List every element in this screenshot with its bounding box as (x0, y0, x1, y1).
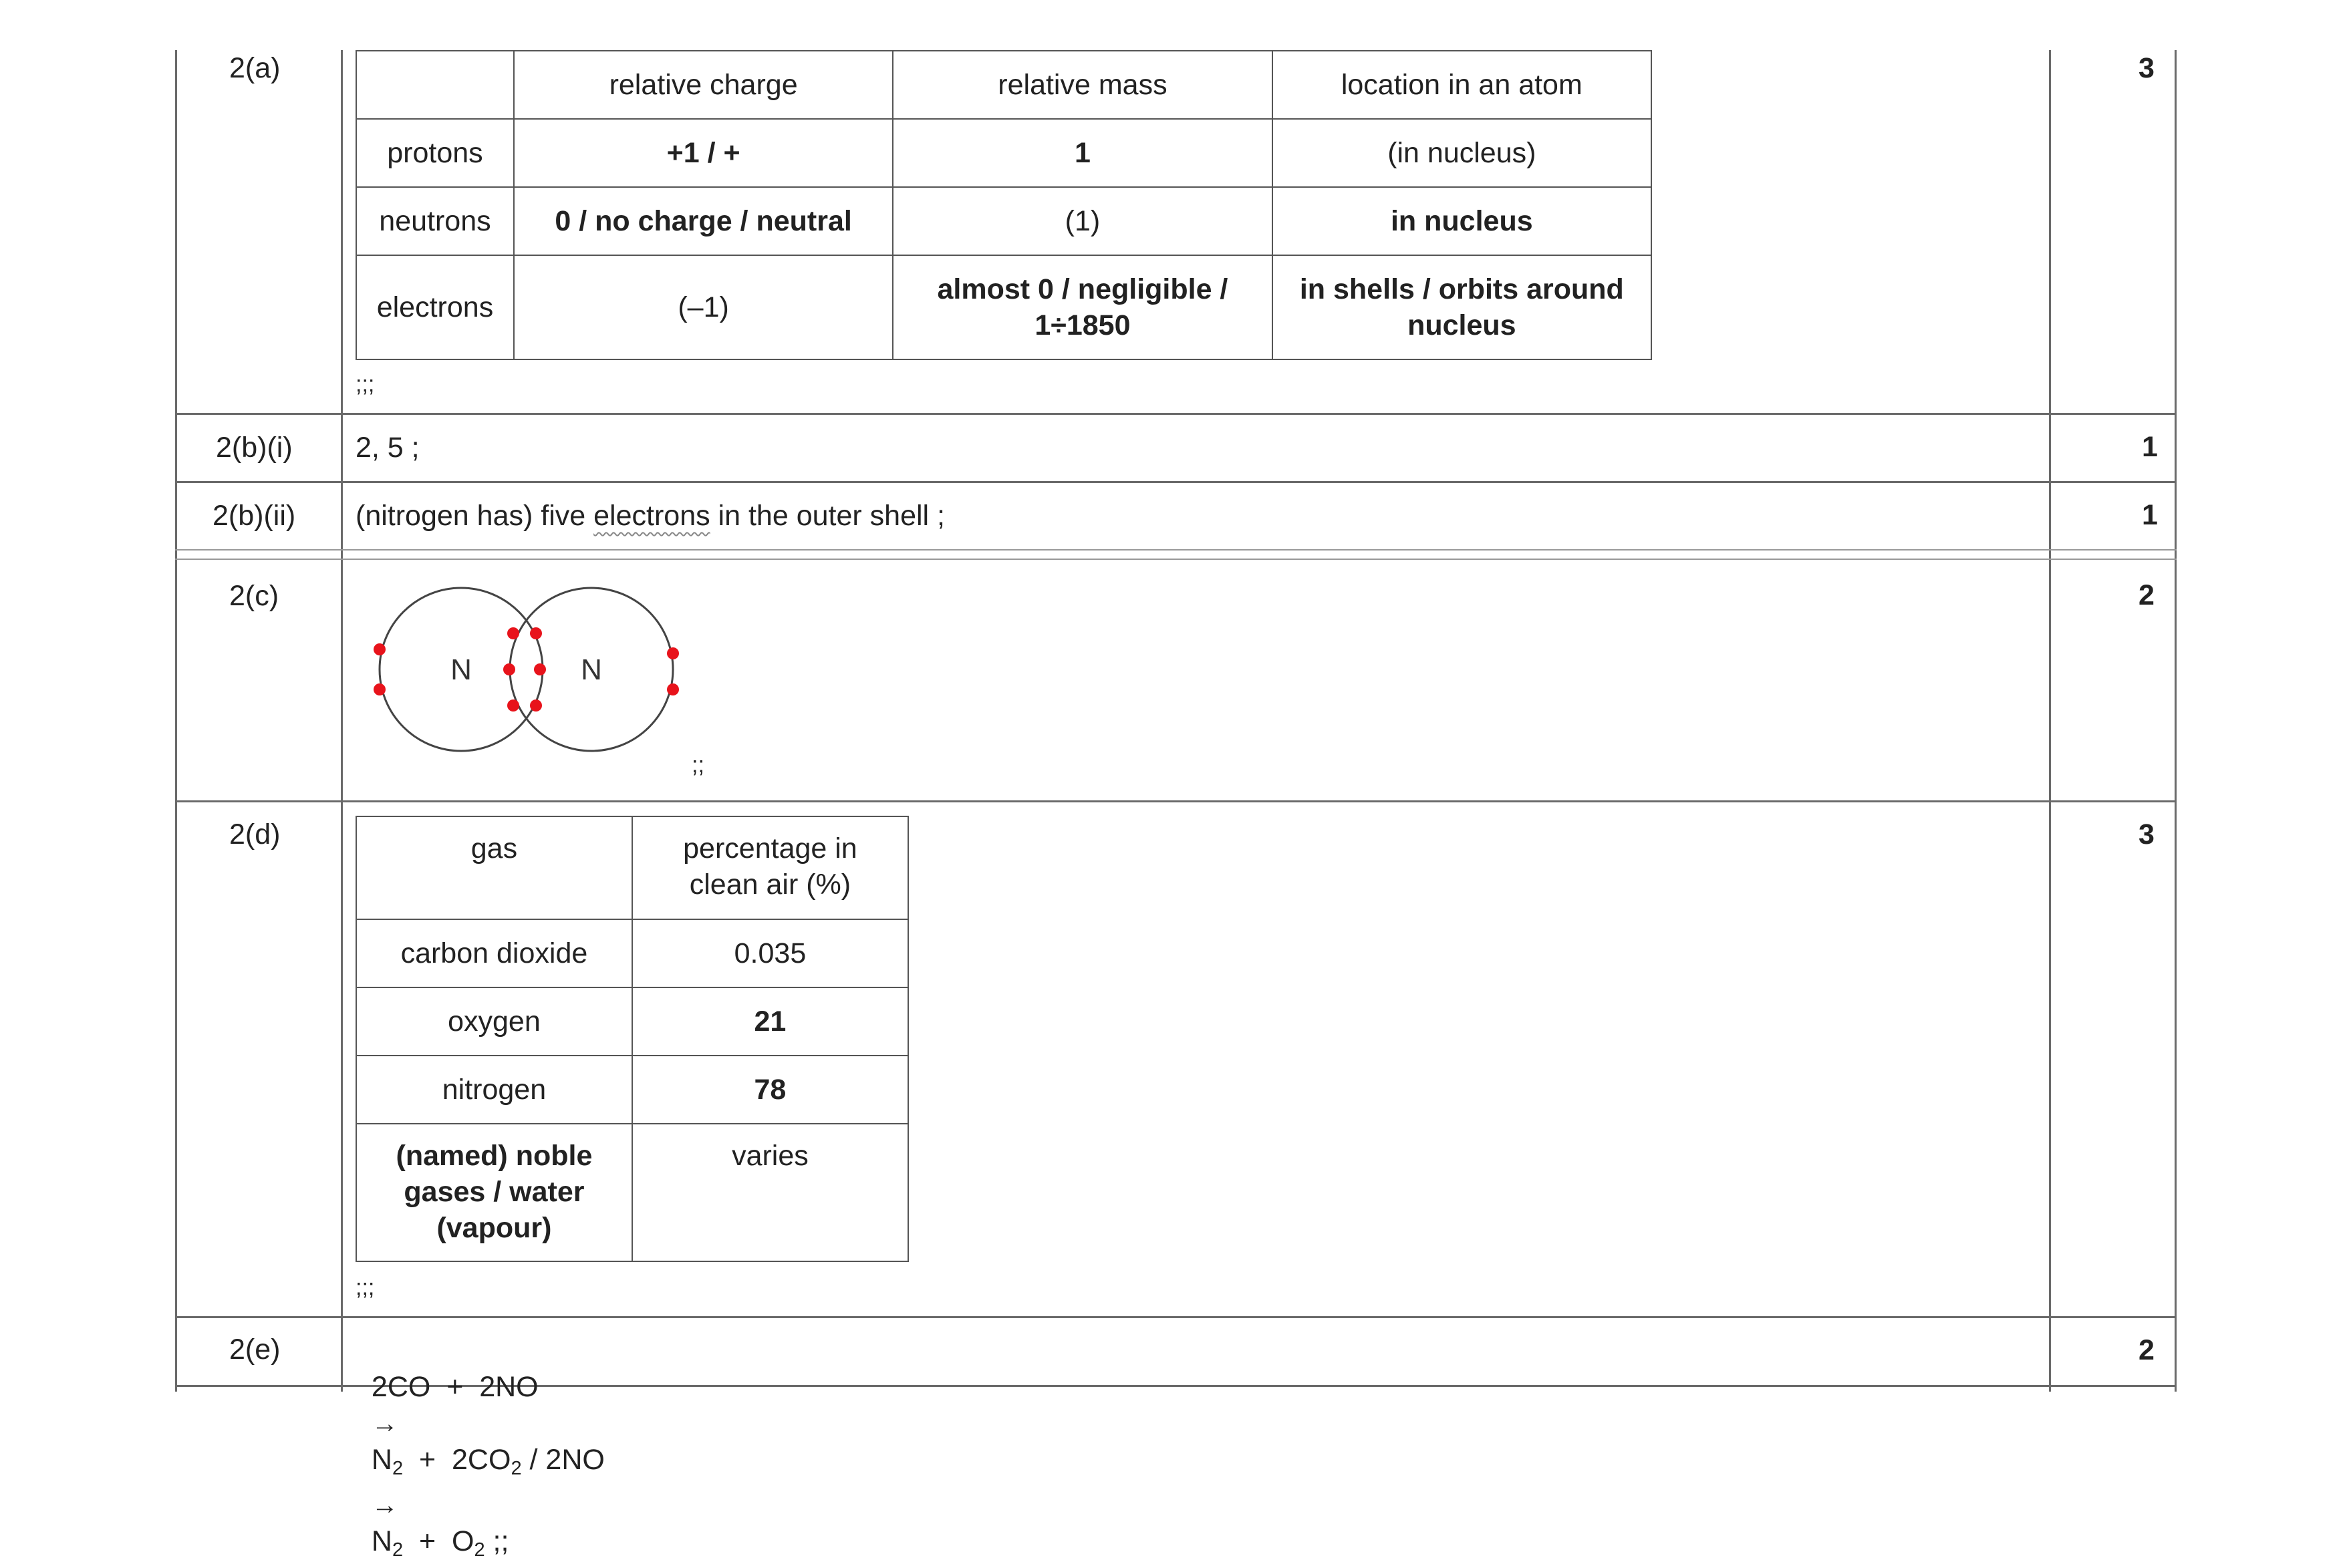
electron-dot (374, 643, 386, 655)
frame-right (2175, 50, 2177, 1392)
question-label-2bi: 2(b)(i) (216, 432, 293, 464)
electrons-mass-line1: almost 0 / negligible / (937, 273, 1228, 305)
row-divider-3b (175, 559, 2177, 560)
eq2-product1-sub: 2 (392, 1539, 404, 1561)
eq1-product1-sub: 2 (392, 1458, 404, 1479)
eq2-plus: + O (403, 1525, 474, 1557)
question-label-2a: 2(a) (229, 52, 281, 84)
marks-2a: 3 (2139, 52, 2155, 84)
answer-2bii (356, 498, 945, 534)
marks-2d: 3 (2139, 818, 2155, 850)
pct-varies: varies (632, 1124, 908, 1261)
particle-electrons: electrons (356, 255, 514, 359)
neutrons-mass: (1) (893, 187, 1272, 255)
gas-noble-water-line3: (vapour) (436, 1212, 552, 1244)
eq2-product1: N (371, 1525, 392, 1557)
answer-2bii-keyword: electrons (593, 500, 710, 532)
header-gas: gas (356, 816, 632, 919)
answer-2bii-pre: (nitrogen has) five (356, 500, 594, 532)
marking-points-2e: ;; (485, 1525, 509, 1557)
electron-dot (530, 627, 542, 639)
electron-dot (530, 699, 542, 712)
pct-carbon-dioxide: 0.035 (632, 919, 908, 987)
row-divider-3a (175, 549, 2177, 551)
eq1-product1: N (371, 1444, 392, 1476)
row-divider-2 (175, 481, 2177, 483)
header-empty (356, 51, 514, 119)
answer-2bii-post: in the outer shell ; (710, 500, 945, 532)
header-percentage-line2: clean air (%) (689, 869, 851, 901)
marking-points-2c: ;; (692, 752, 704, 778)
electrons-mass-line2: 1÷1850 (1034, 309, 1131, 341)
electron-dot (507, 627, 519, 639)
electrons (374, 627, 679, 712)
marks-2bii: 1 (2142, 499, 2158, 531)
electron-dot (507, 699, 519, 712)
header-percentage-line1: percentage in (683, 832, 857, 865)
eq1-plus: + 2CO (403, 1444, 511, 1476)
marks-2c: 2 (2139, 579, 2155, 611)
eq1-arrow: → (371, 1409, 398, 1438)
electron-dot (667, 683, 679, 695)
gas-noble-water (356, 1124, 632, 1261)
gas-nitrogen: nitrogen (356, 1056, 632, 1124)
gas-noble-water-line2: gases / water (404, 1176, 585, 1208)
pct-nitrogen: 78 (632, 1056, 908, 1124)
gas-oxygen: oxygen (356, 987, 632, 1056)
gas-noble-water-line1: (named) noble (396, 1140, 593, 1172)
electrons-location-line2: nucleus (1407, 309, 1516, 341)
gas-carbon-dioxide: carbon dioxide (356, 919, 632, 987)
row-divider-5 (175, 1316, 2177, 1318)
question-label-2c: 2(c) (229, 580, 279, 612)
answer-2bi: 2, 5 ; (356, 432, 420, 464)
eq1-reactants: 2CO + 2NO (371, 1371, 539, 1403)
row-divider-1 (175, 413, 2177, 415)
marks-2e: 2 (2139, 1334, 2155, 1366)
protons-location: (in nucleus) (1272, 119, 1651, 187)
electron-dot (667, 647, 679, 659)
eq2-arrow: → (371, 1491, 398, 1520)
header-location: location in an atom (1272, 51, 1651, 119)
header-relative-mass: relative mass (893, 51, 1272, 119)
electron-dot (374, 683, 386, 695)
neutrons-charge: 0 / no charge / neutral (514, 187, 893, 255)
electrons-location (1272, 255, 1651, 359)
electrons-charge: (–1) (514, 255, 893, 359)
right-atom-symbol: N (581, 653, 602, 686)
electrons-location-line1: in shells / orbits around (1299, 273, 1624, 305)
question-label-2d: 2(d) (229, 818, 281, 850)
frame-col3 (2049, 50, 2051, 1392)
frame-col2 (341, 50, 343, 1392)
answer-2e-equation (356, 1333, 605, 1568)
left-atom-symbol: N (450, 653, 472, 686)
marks-2bi: 1 (2142, 431, 2158, 463)
eq1-product2-sub: 2 (511, 1458, 522, 1479)
electron-dot (503, 663, 515, 675)
electron-dot (534, 663, 546, 675)
particle-neutrons: neutrons (356, 187, 514, 255)
atom-particles-table (356, 50, 1652, 360)
row-divider-4 (175, 800, 2177, 802)
air-composition-table (356, 816, 909, 1262)
pct-oxygen: 21 (632, 987, 908, 1056)
nitrogen-dot-cross-diagram (361, 575, 695, 768)
header-relative-charge: relative charge (514, 51, 893, 119)
frame-left-bottom (175, 414, 177, 1392)
electrons-mass (893, 255, 1272, 359)
protons-mass: 1 (893, 119, 1272, 187)
protons-charge: +1 / + (514, 119, 893, 187)
question-label-2bii: 2(b)(ii) (213, 500, 296, 532)
frame-left-top (175, 50, 177, 414)
eq-separator: / 2NO (521, 1444, 605, 1476)
marking-points-2d: ;;; (356, 1275, 375, 1300)
header-percentage (632, 816, 908, 919)
eq2-product2-sub: 2 (474, 1539, 485, 1561)
neutrons-location: in nucleus (1272, 187, 1651, 255)
question-label-2e: 2(e) (229, 1334, 281, 1366)
marking-points-2a: ;;; (356, 371, 375, 397)
particle-protons: protons (356, 119, 514, 187)
